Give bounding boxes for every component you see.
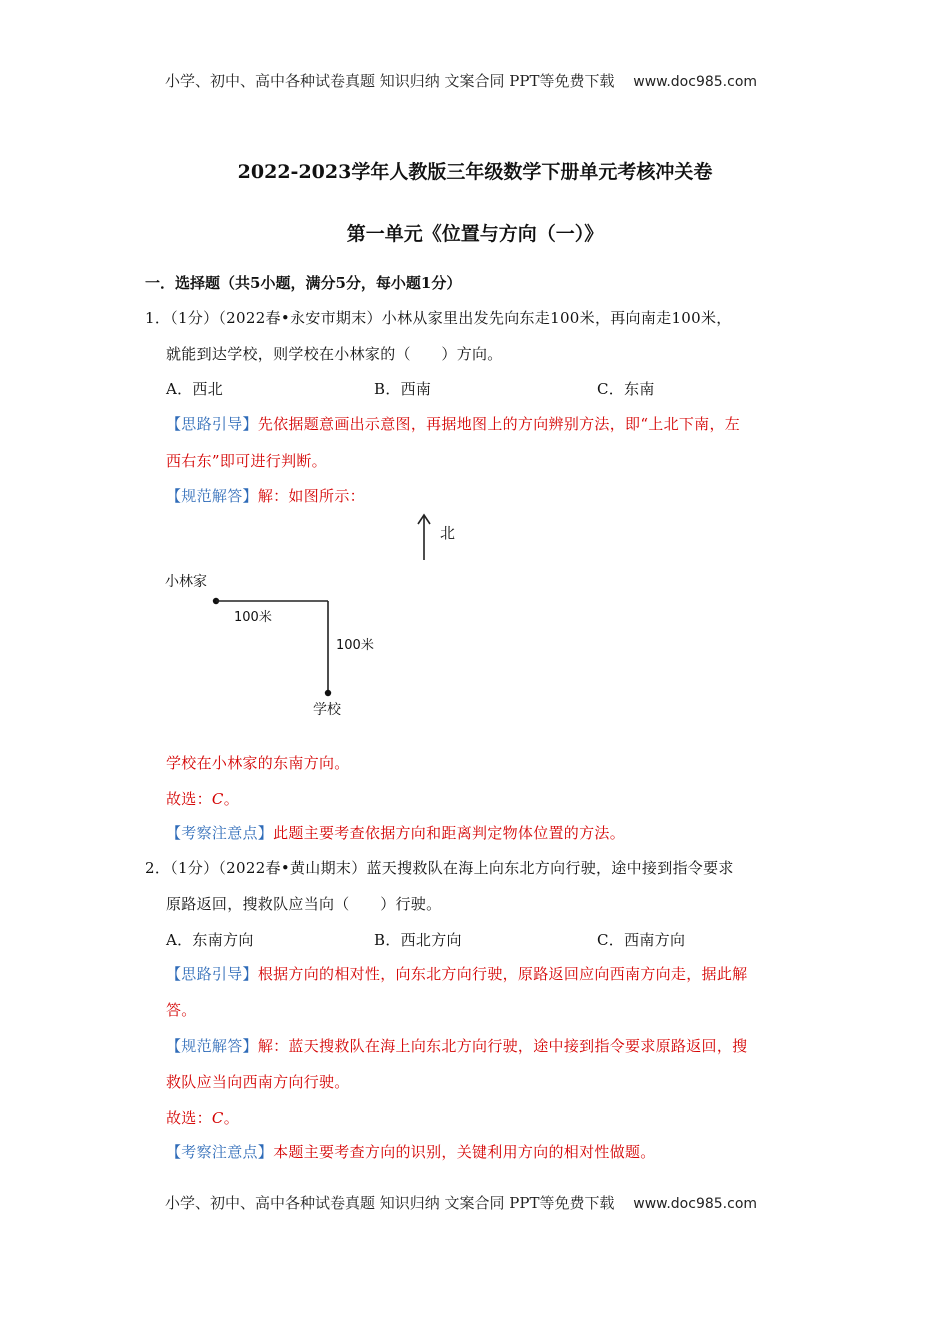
q1-hint-text1: 先依据题意画出示意图，再据地图上的方向辨别方法，即“上北下南，左 bbox=[257, 415, 741, 433]
q2-note-label: 【考察注意点】 bbox=[166, 1143, 274, 1161]
q2-choice-suffix: 。 bbox=[223, 1109, 239, 1127]
q1-option-c: C．东南 bbox=[597, 380, 655, 398]
q1-note-label: 【考察注意点】 bbox=[166, 824, 274, 842]
school-point bbox=[325, 690, 331, 696]
q1-hint-label: 【思路引导】 bbox=[166, 415, 258, 433]
page-footer bbox=[165, 1192, 757, 1213]
home-label: 小林家 bbox=[165, 574, 207, 590]
footer-url[interactable]: www.doc985.com bbox=[633, 1196, 758, 1212]
header-url[interactable]: www.doc985.com bbox=[633, 74, 758, 90]
q2-solution-line1 bbox=[166, 1035, 747, 1056]
q1-choice-prefix: 故选： bbox=[166, 790, 212, 808]
q1-conclusion: 学校在小林家的东南方向。 bbox=[166, 754, 350, 772]
q1-option-b: B．西南 bbox=[374, 380, 432, 398]
q1-stem-line2: 就能到达学校，则学校在小林家的（ ）方向。 bbox=[166, 345, 503, 363]
q2-note-line bbox=[166, 1141, 656, 1162]
page-header bbox=[165, 70, 757, 91]
q2-option-b: B．西北方向 bbox=[374, 931, 462, 949]
east-distance-label: 100米 bbox=[234, 610, 272, 625]
q2-hint-line2: 答。 bbox=[166, 1001, 197, 1019]
q2-hint-line1 bbox=[166, 963, 747, 984]
q2-stem-line1: 2．（1分）（2022春•黄山期末）蓝天搜救队在海上向东北方向行驶，途中接到指令要求 bbox=[145, 859, 734, 877]
page-title: 2022-2023学年人教版三年级数学下册单元考核冲关卷 bbox=[237, 161, 713, 183]
q2-choice-prefix: 故选： bbox=[166, 1109, 212, 1127]
q2-choice-letter: C bbox=[211, 1109, 224, 1127]
q1-choice-suffix: 。 bbox=[223, 790, 239, 808]
north-label: 北 bbox=[440, 524, 456, 542]
map-sketch bbox=[150, 505, 410, 730]
q2-stem-line2: 原路返回，搜救队应当向（ ）行驶。 bbox=[166, 895, 442, 913]
q2-solution-text1: 解：蓝天搜救队在海上向东北方向行驶，途中接到指令要求原路返回，搜 bbox=[257, 1037, 748, 1055]
q2-hint-text1: 根据方向的相对性，向东北方向行驶，原路返回应向西南方向走，据此解 bbox=[257, 965, 748, 983]
q1-solution-line bbox=[166, 485, 365, 506]
section-heading: 一．选择题（共5小题，满分5分，每小题1分） bbox=[145, 274, 462, 292]
q2-solution-label: 【规范解答】 bbox=[166, 1037, 258, 1055]
page-subtitle: 第一单元《位置与方向（一）》 bbox=[346, 223, 604, 245]
footer-text: 小学、初中、高中各种试卷真题 知识归纳 文案合同 PPT等免费下载 bbox=[165, 1194, 615, 1212]
header-text: 小学、初中、高中各种试卷真题 知识归纳 文案合同 PPT等免费下载 bbox=[165, 72, 615, 90]
q1-note-line bbox=[166, 822, 625, 843]
q1-choice bbox=[166, 788, 239, 809]
north-arrow-icon bbox=[410, 510, 470, 565]
q1-solution-intro: 解：如图所示： bbox=[257, 487, 365, 505]
school-label: 学校 bbox=[313, 702, 341, 718]
q1-solution-label: 【规范解答】 bbox=[166, 487, 258, 505]
q2-option-a: A．东南方向 bbox=[166, 931, 254, 949]
q2-choice bbox=[166, 1107, 239, 1128]
q2-option-c: C．西南方向 bbox=[597, 931, 686, 949]
q1-hint-line2: 西右东”即可进行判断。 bbox=[166, 452, 327, 470]
q1-note-text: 此题主要考查依据方向和距离判定物体位置的方法。 bbox=[273, 824, 626, 842]
q2-note-text: 本题主要考查方向的识别，关键利用方向的相对性做题。 bbox=[273, 1143, 656, 1161]
q1-stem-line1: 1．（1分）（2022春•永安市期末）小林从家里出发先向东走100米，再向南走100米， bbox=[145, 309, 732, 327]
q2-solution-line2: 救队应当向西南方向行驶。 bbox=[166, 1073, 350, 1091]
q1-choice-letter: C bbox=[211, 790, 224, 808]
q1-hint-line1 bbox=[166, 413, 740, 434]
q2-hint-label: 【思路引导】 bbox=[166, 965, 258, 983]
south-distance-label: 100米 bbox=[336, 638, 374, 653]
q1-option-a: A．西北 bbox=[166, 380, 224, 398]
